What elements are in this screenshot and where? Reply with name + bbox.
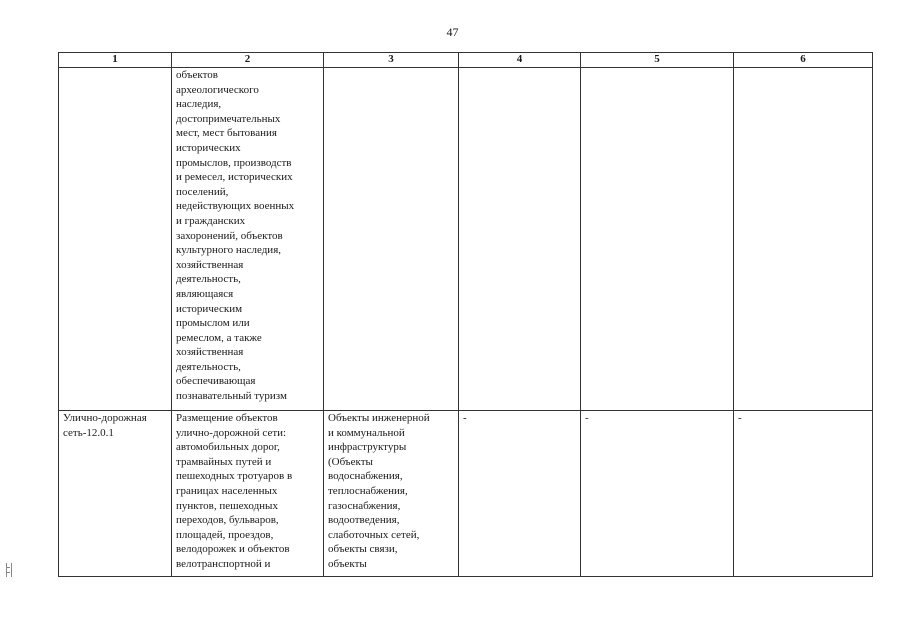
table-cell — [734, 68, 873, 411]
table-cell — [459, 68, 581, 411]
table-row — [59, 68, 873, 411]
zoning-table — [58, 52, 873, 577]
table-cell — [459, 411, 581, 577]
column-header-1: 1 — [59, 53, 172, 68]
cell-text: Размещение объектов улично-дорожной сети: автомобильных дорог, трамвайных путей и пешеходных тротуаров в границах населенных пунктов, пешеходных переходов, бульваров, площадей, проездов, велодорожек и объектов велотранспортной и — [176, 412, 293, 570]
table-cell — [734, 411, 873, 577]
table-cell — [581, 411, 734, 577]
table-cell — [581, 68, 734, 411]
table-header-row — [59, 53, 873, 68]
cell-text: - — [738, 412, 742, 424]
cell-text: объектов археологического наследия, достопримечательных мест, мест бытования исторических промыслов, производств и ремесел, исторических поселений, недействующих военных и гражданских захоронений, объектов культурного наследия, хозяйственная деятельность, являющаяся историческим промыслом или ремеслом, а также хозяйственная деятельность, обеспечивающая познавательный туризм — [176, 69, 295, 403]
table-cell — [172, 68, 324, 411]
cell-text: Улично-дорожная сеть-12.0.1 — [63, 412, 147, 439]
table-cell — [324, 68, 459, 411]
table-cell — [59, 68, 172, 411]
column-header-4: 4 — [459, 53, 581, 68]
page-number: 47 — [446, 25, 459, 39]
cell-text: - — [463, 412, 467, 424]
cell-text: Объекты инженерной и коммунальной инфраструктуры (Объекты водоснабжения, теплоснабжения, газоснабжения, водоотведения, слаботочных сетей, объекты связи, объекты — [328, 412, 430, 570]
column-header-3: 3 — [324, 53, 459, 68]
cell-text: - — [585, 412, 589, 424]
column-header-5: 5 — [581, 53, 734, 68]
table-row — [59, 411, 873, 577]
table-cell — [59, 411, 172, 577]
column-header-2: 2 — [172, 53, 324, 68]
table-cell — [172, 411, 324, 577]
table-cell — [324, 411, 459, 577]
column-header-6: 6 — [734, 53, 873, 68]
binding-mark — [6, 563, 12, 577]
